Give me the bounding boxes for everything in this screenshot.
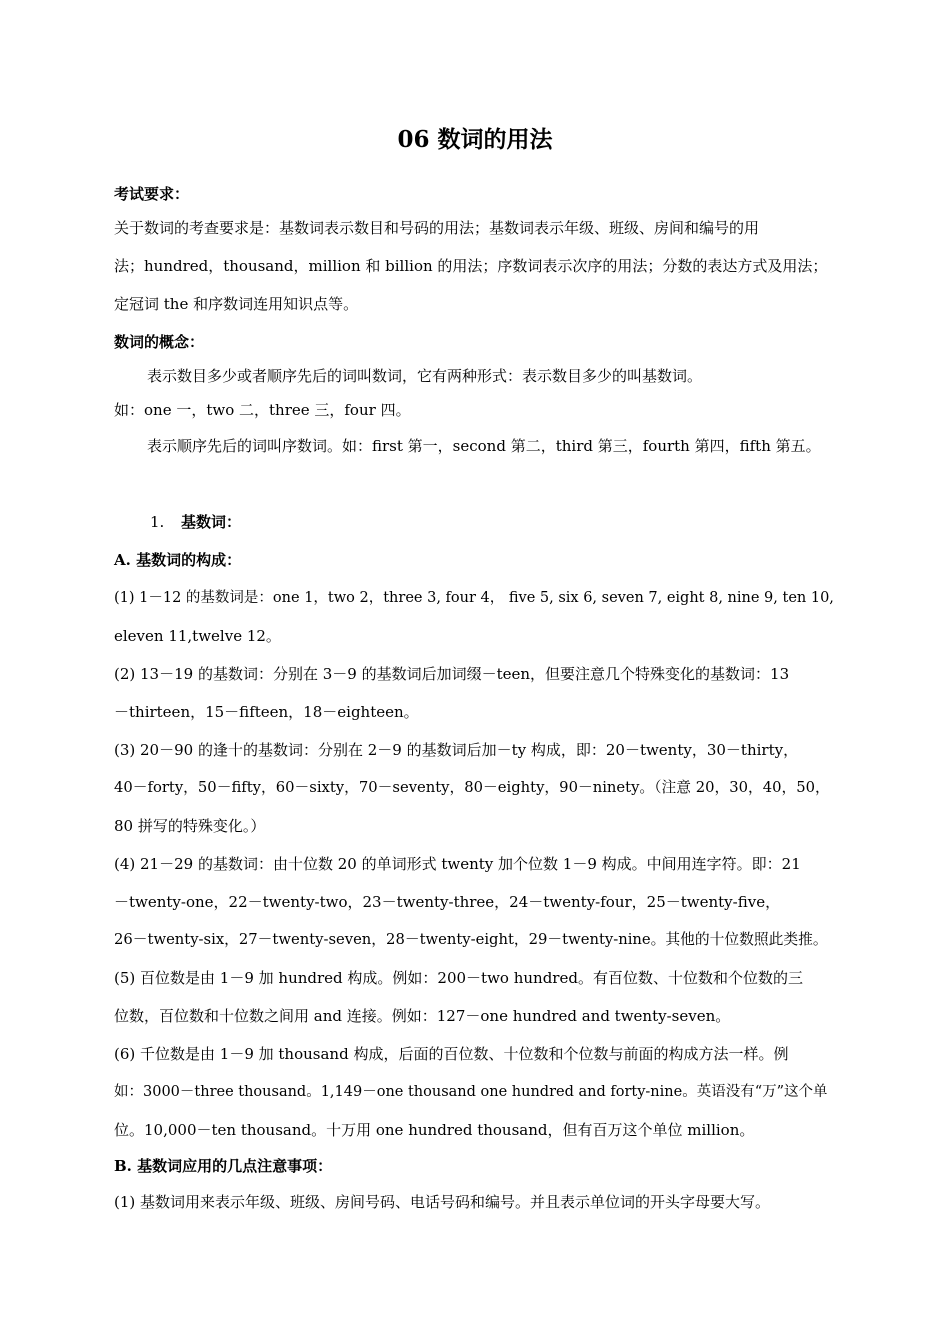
subsection-b-heading: B. 基数词应用的几点注意事项：	[114, 1157, 333, 1175]
concept-example: 如：one 一，two 二，three 三，four 四。	[114, 401, 411, 419]
exam-requirements-line: 定冠词 the 和序数词连用知识点等。	[114, 295, 359, 313]
body-line: (1) 1－12 的基数词是：one 1，two 2，three 3, four 4， five 5, six 6, seven 7, eight 8, nine 9, ten 10,	[114, 590, 834, 606]
section-number: 1.	[150, 513, 165, 531]
body-line: (2) 13－19 的基数词：分别在 3－9 的基数词后加词缀－teen，但要注意几个特殊变化的基数词：13	[114, 665, 790, 683]
body-line: 位数，百位数和十位数之间用 and 连接。例如：127－one hundred and twenty-seven。	[114, 1007, 731, 1025]
body-line: eleven 11,twelve 12。	[114, 627, 281, 645]
body-line: (6) 千位数是由 1－9 加 thousand 构成，后面的百位数、十位数和个位数与前面的构成方法一样。例	[114, 1045, 789, 1063]
body-line: (3) 20－90 的逢十的基数词：分别在 2－9 的基数词后加－ty 构成，即：20－twenty，30－thirty，	[114, 741, 799, 759]
body-line: 40－forty，50－fifty，60－sixty，70－seventy，80－eighty，90－ninety。（注意 20，30，40，50，	[114, 779, 830, 796]
body-line: (4) 21－29 的基数词：由十位数 20 的单词形式 twenty 加个位数 1－9 构成。中间用连字符。即：21	[114, 855, 801, 873]
document-title: 06 数词的用法	[397, 126, 553, 153]
body-line: 位。10,000－ten thousand。十万用 one hundred thousand，但有百万这个单位 million。	[114, 1121, 755, 1139]
concept-paragraph: 表示数目多少或者顺序先后的词叫数词，它有两种形式：表示数目多少的叫基数词。	[147, 367, 703, 385]
body-line: 26－twenty-six，27－twenty-seven，28－twenty-eight，29－twenty-nine。其他的十位数照此类推。	[114, 931, 828, 948]
exam-requirements-line: 法；hundred，thousand，million 和 billion 的用法；序数词表示次序的用法；分数的表达方式及用法；	[114, 257, 828, 275]
body-line: －thirteen，15－fifteen，18－eighteen。	[114, 703, 419, 721]
numeral-concept-heading: 数词的概念：	[114, 333, 205, 351]
subsection-a-heading: A. 基数词的构成：	[114, 551, 242, 569]
concept-paragraph: 表示顺序先后的词叫序数词。如：first 第一，second 第二，third 第三，fourth 第四，fifth 第五。	[147, 437, 821, 455]
body-line: 80 拼写的特殊变化。）	[114, 817, 266, 835]
body-line: (5) 百位数是由 1－9 加 hundred 构成。例如：200－two hundred。有百位数、十位数和个位数的三	[114, 969, 803, 987]
body-line: 如：3000－three thousand。1,149－one thousand one hundred and forty-nine。英语没有“万”这个单	[114, 1084, 828, 1100]
section-heading-cardinal: 基数词：	[181, 513, 242, 531]
exam-requirements-heading: 考试要求：	[114, 185, 190, 203]
body-line: (1) 基数词用来表示年级、班级、房间号码、电话号码和编号。并且表示单位词的开头字母要大写。	[114, 1193, 771, 1211]
body-line: －twenty-one，22－twenty-two，23－twenty-three，24－twenty-four，25－twenty-five，	[114, 893, 781, 911]
exam-requirements-line: 关于数词的考查要求是：基数词表示数目和号码的用法；基数词表示年级、班级、房间和编号的用	[114, 219, 760, 237]
